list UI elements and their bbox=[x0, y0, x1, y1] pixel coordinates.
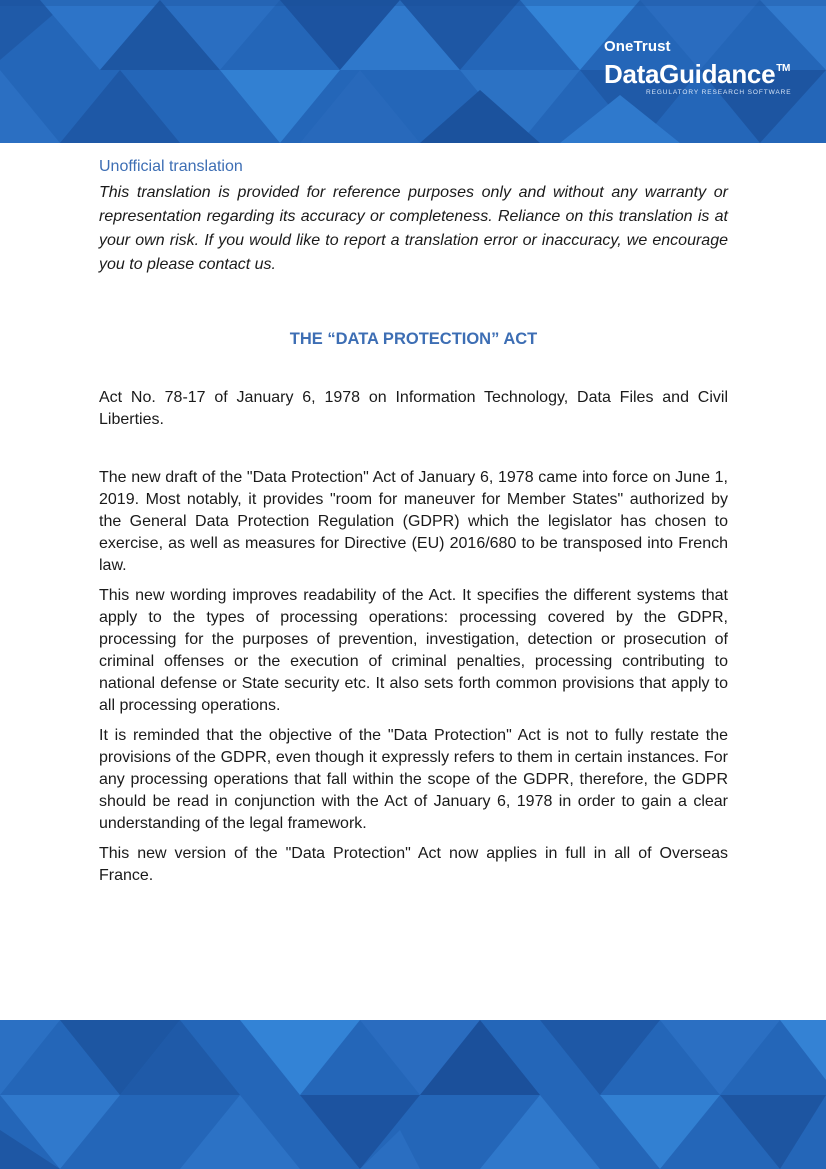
document-body bbox=[99, 157, 728, 887]
disclaimer-title: Unofficial translation bbox=[99, 158, 243, 175]
trademark-mark: TM bbox=[776, 63, 791, 74]
paragraph: This new wording improves readability of the Act. It specifies the different systems that apply to the types of processing operations: processing covered by the GDPR, processing for the purposes of prevention, investigation, detection or prosecution of criminal offenses or the execution of criminal penalties, processing contributing to national defense or State security etc. It also sets forth common provisions that apply to all processing operations. bbox=[99, 587, 728, 714]
paragraph: It is reminded that the objective of the "Data Protection" Act is not to fully restate the provisions of the GDPR, even though it expressly refers to them in certain instances. For any processing operations that fall within the scope of the GDPR, therefore, the GDPR should be read in conjunction with the Act of January 6, 1978 in order to gain a clear understanding of the legal framework. bbox=[99, 727, 728, 832]
paragraph: This new version of the "Data Protection" Act now applies in full in all of Overseas France. bbox=[99, 845, 728, 884]
act-reference: Act No. 78-17 of January 6, 1978 on Information Technology, Data Files and Civil Liberties. bbox=[99, 389, 728, 428]
logo-brand-top: OneTrust bbox=[604, 38, 671, 55]
logo-tagline: REGULATORY RESEARCH SOFTWARE bbox=[646, 89, 792, 96]
onetrust-dataguidance-logo bbox=[598, 38, 798, 96]
document-title: THE “DATA PROTECTION” ACT bbox=[289, 330, 538, 348]
triangle-pattern-bottom bbox=[0, 1020, 826, 1169]
paragraph: The new draft of the "Data Protection" Act of January 6, 1978 came into force on June 1, 2019. Most notably, it provides "room for maneuver for Member States" authorized by the General Data Protection Regulation (GDPR) which the legislator has chosen to exercise, as well as measures for Directive (EU) 2016/680 to be transposed into French law. bbox=[99, 469, 728, 574]
logo-brand-main: DataGuidance™ bbox=[604, 59, 791, 89]
footer-banner bbox=[0, 1020, 826, 1169]
disclaimer-text: This translation is provided for reference purposes only and without any warranty or representation regarding its accuracy or completeness. Reliance on this translation is at your own risk. If you would like to report a translation error or inaccuracy, we encourage you to please contact us. bbox=[99, 184, 728, 273]
header-banner bbox=[0, 0, 826, 143]
